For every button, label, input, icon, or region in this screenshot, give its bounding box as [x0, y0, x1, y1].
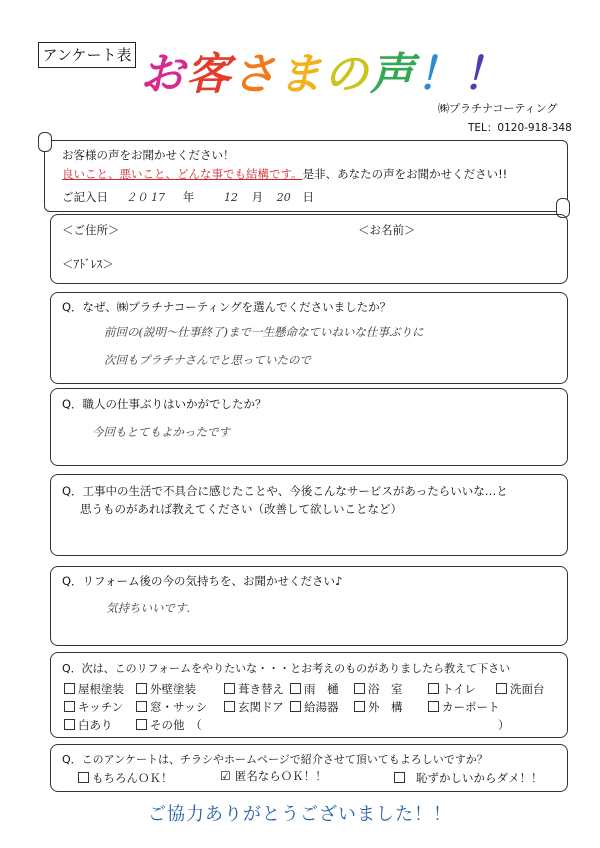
title-char: お: [140, 49, 186, 100]
checkbox[interactable]: [64, 683, 75, 694]
q5-option-label: 外 構: [368, 700, 403, 714]
checkbox[interactable]: [64, 701, 75, 712]
checkbox[interactable]: [224, 701, 235, 712]
name-label: ＜お名前＞: [358, 223, 416, 237]
q5-option[interactable]: [428, 681, 476, 697]
q5-option-label: 雨 樋: [304, 682, 339, 696]
q5-option[interactable]: [290, 681, 339, 697]
footer-thanks: ご協力ありがとうございました！！: [148, 804, 452, 825]
q1-question: Q．なぜ、㈱プラチナコーティングを選んでくださいましたか？: [62, 300, 392, 314]
page-title: [140, 38, 508, 102]
q4-answer[interactable]: 気持ちいいです.: [106, 601, 191, 615]
date-month-value[interactable]: 12: [223, 191, 238, 204]
checkbox[interactable]: [290, 701, 301, 712]
q5-option[interactable]: [64, 681, 124, 697]
checkbox[interactable]: [428, 701, 439, 712]
q5-option[interactable]: [290, 699, 339, 715]
q5-option-label: 窓・サッシ: [150, 700, 208, 714]
intro-line-2: [62, 166, 507, 182]
q5-option-label: 屋根塗装: [78, 682, 124, 696]
survey-tag: アンケート表: [38, 42, 136, 68]
checkbox[interactable]: [136, 719, 147, 730]
address-field[interactable]: [126, 222, 346, 238]
q5-option-label: 外壁塗装: [150, 682, 196, 696]
intro-rest: 是非、あなたの声をお聞かせください!!: [302, 167, 508, 181]
checkbox[interactable]: [496, 683, 507, 694]
q5-option-other[interactable]: その他 （: [136, 717, 202, 733]
date-day-label: 日: [302, 190, 314, 204]
date-year-label: 年: [182, 190, 195, 204]
checkbox[interactable]: [64, 719, 75, 730]
checkbox[interactable]: [354, 701, 365, 712]
q5-option[interactable]: [224, 681, 284, 697]
q5-option[interactable]: [136, 681, 196, 697]
q6-option-anonymous[interactable]: ☑ 匿名ならＯＫ！！: [220, 769, 327, 783]
q5-option-label: 洗面台: [510, 682, 545, 696]
q2-question: Q．職人の仕事ぶりはいかがでしたか？: [62, 397, 267, 411]
email-label: ＜ｱﾄﾞﾚｽ＞: [62, 257, 114, 271]
q5-option[interactable]: [354, 699, 403, 715]
q1-answer-line-1[interactable]: 前回の(説明～仕事終了)まで一生懸命なていねいな仕事ぶりに: [104, 325, 424, 339]
date-month-label: 月: [251, 190, 264, 204]
checkbox[interactable]: [136, 701, 147, 712]
q5-option[interactable]: [354, 681, 403, 697]
scroll-curl-left: [38, 132, 52, 152]
q5-option-label: 給湯器: [304, 700, 339, 714]
address-label: ＜ご住所＞: [62, 223, 120, 237]
title-char: さ: [232, 49, 278, 100]
q5-question: Q．次は、このリフォームをやりたいな・・・とお考えのものがありましたら教えて下さい: [62, 662, 511, 675]
name-field[interactable]: [422, 222, 552, 238]
q6-option-yes[interactable]: もちろんＯＫ！: [78, 770, 173, 786]
q5-option[interactable]: [224, 699, 284, 715]
email-field[interactable]: [112, 256, 552, 272]
q5-option-label: 浴 室: [368, 682, 403, 696]
checkbox[interactable]: [428, 683, 439, 694]
checkbox[interactable]: [290, 683, 301, 694]
q5-option[interactable]: [496, 681, 545, 697]
title-char: ま: [278, 49, 324, 100]
checkbox[interactable]: [224, 683, 235, 694]
q5-other-close: ）: [498, 718, 510, 732]
checkbox[interactable]: [394, 772, 405, 783]
checked-checkbox-icon[interactable]: ☑: [220, 769, 231, 783]
q5-option-label: カーポート: [442, 700, 500, 714]
company-name: ㈱プラチナコーティング: [438, 102, 558, 115]
q5-option-label: キッチン: [78, 700, 124, 714]
q2-answer[interactable]: 今回もとてもよかったです: [92, 425, 230, 439]
date-row: [62, 189, 314, 205]
q5-option[interactable]: [428, 699, 500, 715]
q5-option-shiroari[interactable]: 白あり: [64, 717, 113, 733]
q5-option[interactable]: [136, 699, 207, 715]
title-char: ！: [462, 49, 508, 100]
q3-answer-field[interactable]: [80, 522, 550, 546]
title-char: の: [324, 49, 370, 100]
q1-answer-line-2[interactable]: 次回もプラチナさんでと思っていたので: [104, 353, 311, 367]
intro-line-1: お客様の声をお聞かせください！: [62, 148, 235, 162]
q3-question-line-1: Q．工事中の生活で不具合に感じたことや、今後こんなサービスがあったらいいな…と: [62, 484, 508, 498]
title-char: 声: [370, 49, 416, 100]
date-day-value[interactable]: 20: [276, 191, 291, 204]
q5-option-label: 玄関ドア: [238, 700, 284, 714]
checkbox[interactable]: [78, 772, 89, 783]
intro-emphasis: 良いこと、悪いこと、どんな事でも結構です。: [62, 167, 303, 181]
q5-option-label: トイレ: [442, 682, 476, 696]
checkbox[interactable]: [354, 683, 365, 694]
date-year-value[interactable]: ２０ 17: [125, 191, 166, 204]
title-char: ！: [416, 49, 462, 100]
title-char: 客: [186, 49, 232, 100]
date-label: ご記入日: [62, 190, 108, 204]
checkbox[interactable]: [136, 683, 147, 694]
q6-option-no[interactable]: 恥ずかしいからダメ！！: [394, 770, 543, 786]
q6-question: Q．このアンケートは、チラシやホームページで紹介させて頂いてもよろしいですか？: [62, 753, 488, 766]
q5-option[interactable]: [64, 699, 123, 715]
q3-question-line-2: 思うものがあれば教えてください（改善して欲しいことなど）: [80, 502, 402, 516]
company-tel: TEL：0120-918-348: [468, 122, 572, 134]
q4-question: Q．リフォーム後の今の気持ちを、お聞かせください♪: [62, 574, 343, 588]
q5-option-label: 葺き替え: [238, 682, 284, 696]
